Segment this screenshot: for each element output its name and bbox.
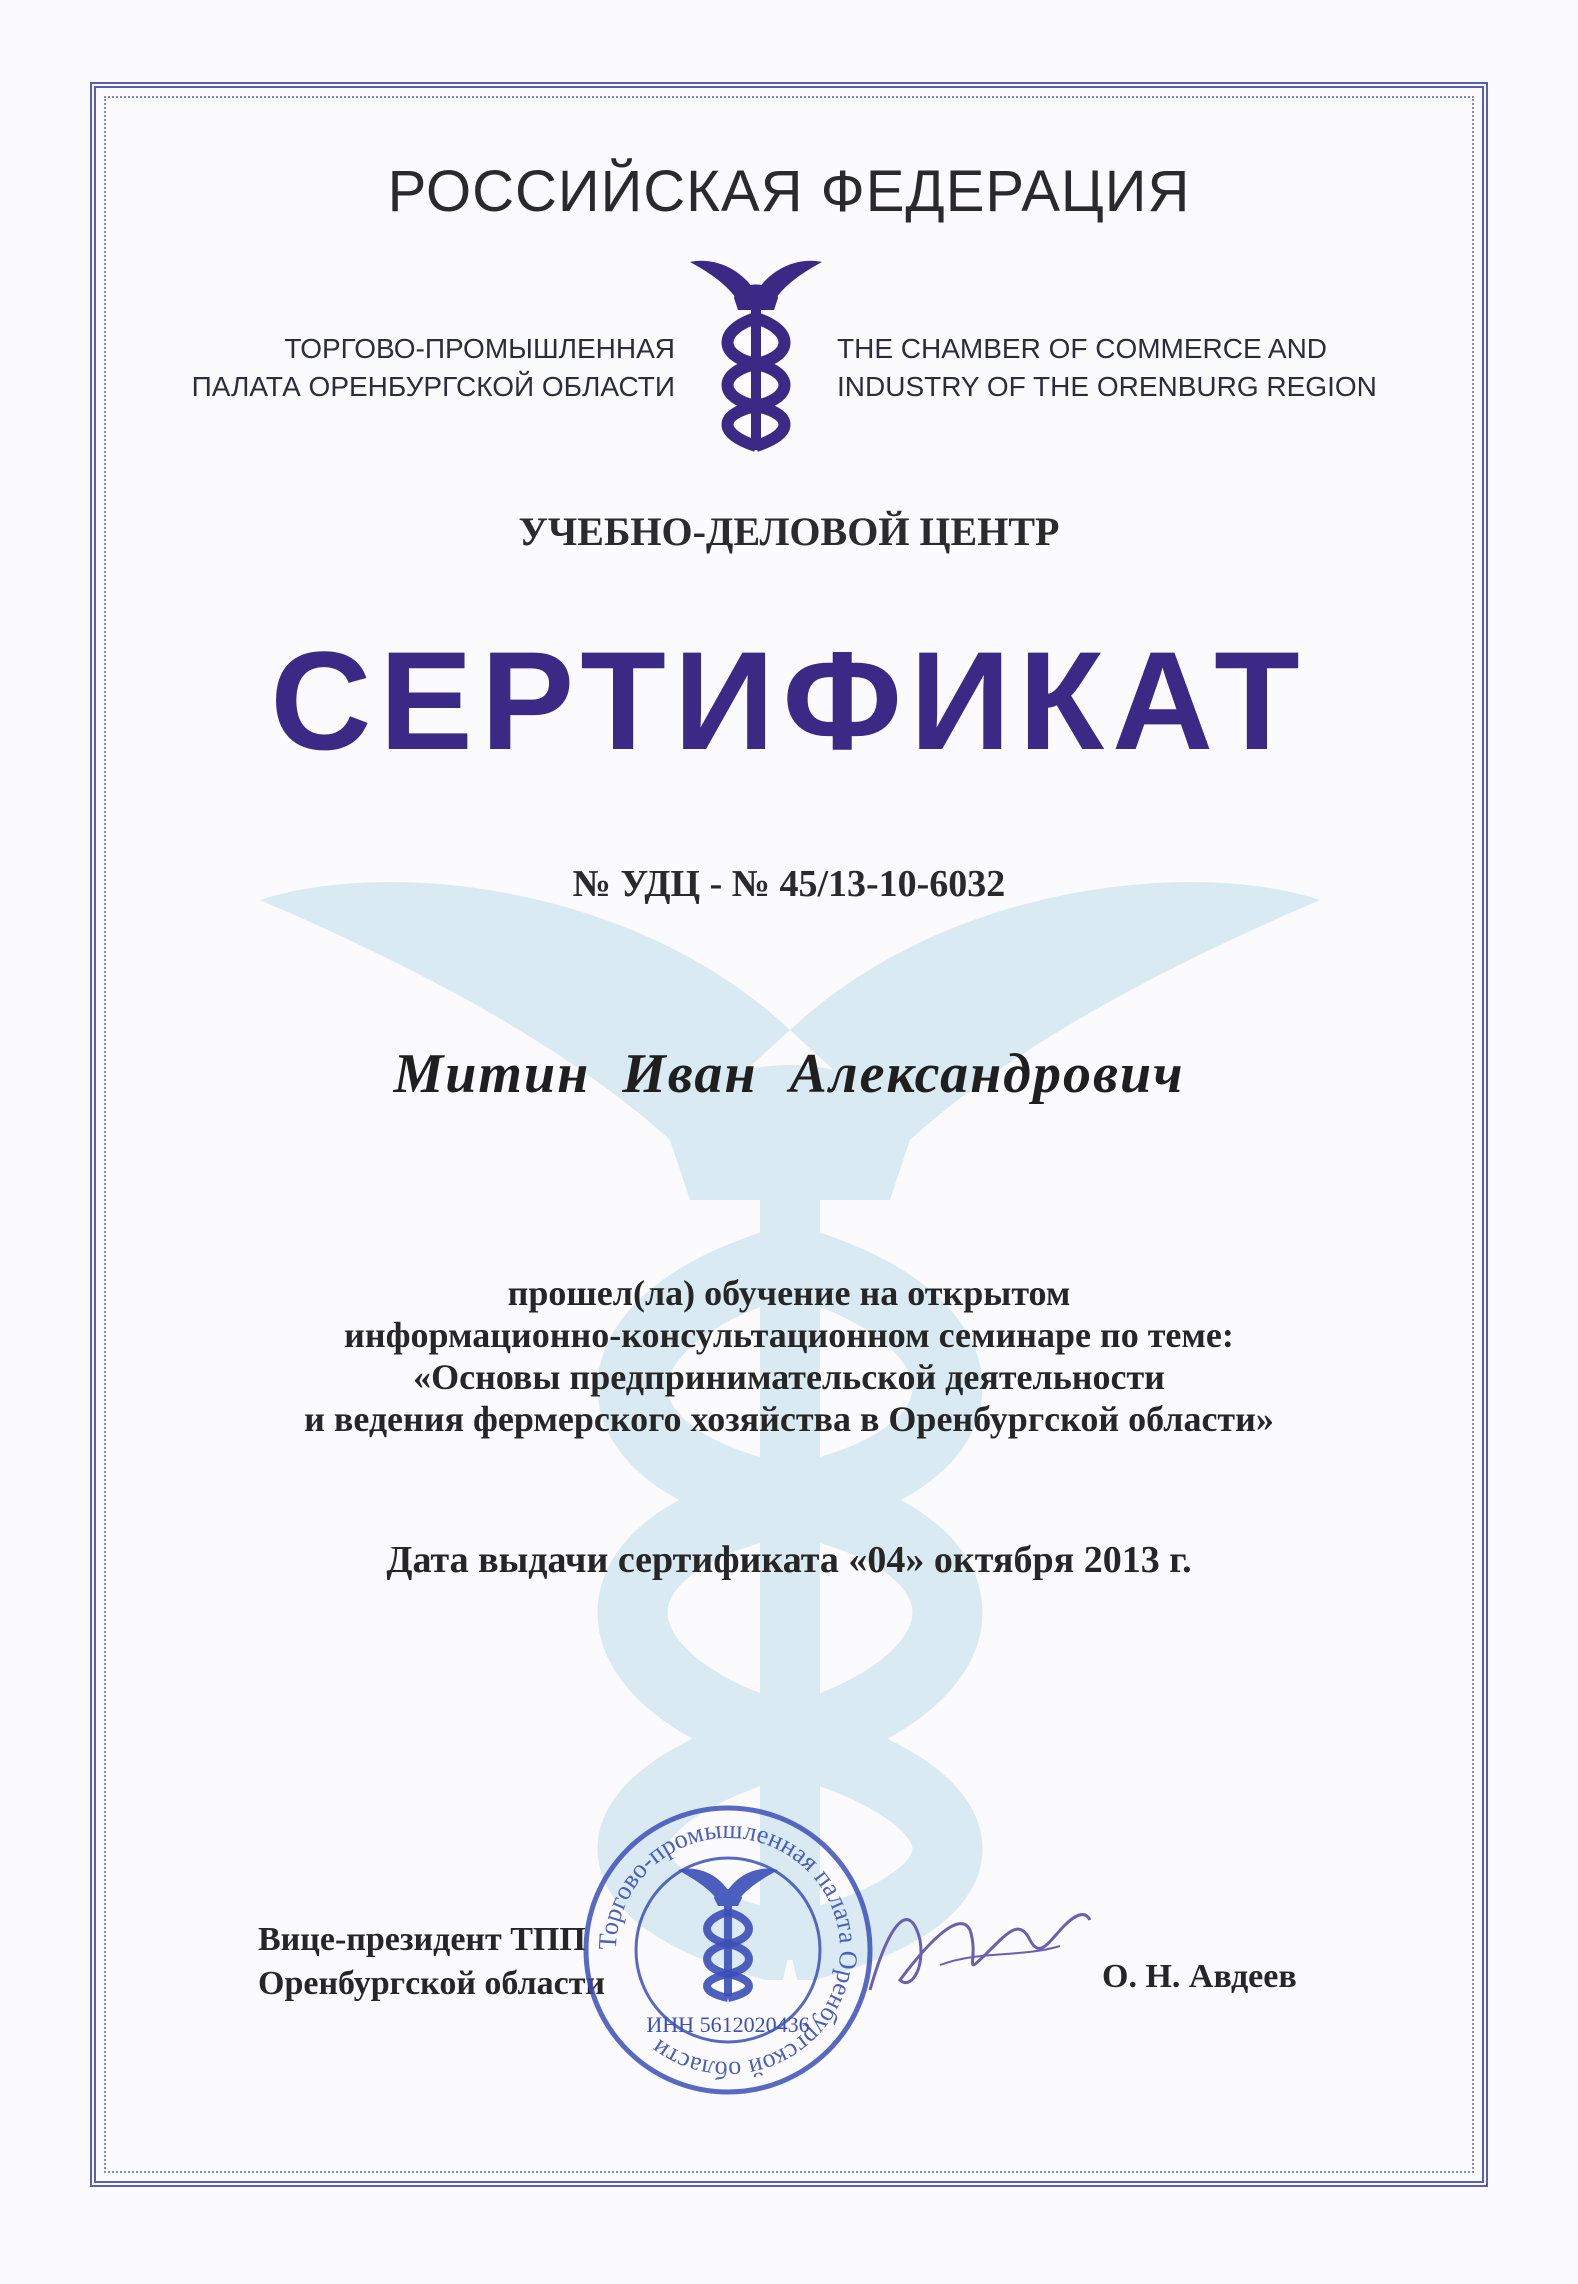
org-name-en-line1: THE CHAMBER OF COMMERCE AND xyxy=(837,333,1328,364)
signatory-position-line2: Оренбургской области xyxy=(258,1965,606,2002)
signatory-position xyxy=(258,1918,605,2006)
handwritten-signature-icon xyxy=(850,1880,1110,2010)
body-line: прошел(ла) обучение на открытом xyxy=(507,1273,1071,1313)
org-name-en xyxy=(837,330,1417,406)
body-line: и ведения фермерского хозяйства в Оренбургской области» xyxy=(304,1399,1274,1439)
issue-date: Дата выдачи сертификата «04» октября 2013 г. xyxy=(386,1539,1192,1581)
country-heading: РОССИЙСКАЯ ФЕДЕРАЦИЯ xyxy=(387,159,1191,224)
signatory-name: О. Н. Авдеев xyxy=(1102,1958,1297,1995)
org-name-ru xyxy=(180,330,675,406)
body-line: «Основы предпринимательской деятельности xyxy=(413,1357,1165,1397)
org-name-en-line2: INDUSTRY OF THE ORENBURG REGION xyxy=(837,371,1377,402)
training-center-title: УЧЕБНО-ДЕЛОВОЙ ЦЕНТР xyxy=(518,509,1060,554)
certificate-title: СЕРТИФИКАТ xyxy=(270,622,1308,779)
holder-name: Митин Иван Александрович xyxy=(393,1043,1185,1105)
org-name-ru-line2: ПАЛАТА ОРЕНБУРГСКОЙ ОБЛАСТИ xyxy=(191,371,675,402)
official-stamp-icon xyxy=(578,1800,878,2100)
org-name-ru-line1: ТОРГОВО-ПРОМЫШЛЕННАЯ xyxy=(284,333,675,364)
body-line: информационно-консультационном семинаре по теме: xyxy=(344,1315,1234,1355)
signatory-position-line1: Вице-президент ТПП xyxy=(258,1921,586,1958)
stamp-ring-text: Торгово-промышленная палата Оренбургской области xyxy=(592,1814,864,2086)
stamp-inn: ИНН 5612020436 xyxy=(646,2012,810,2037)
certificate-number: № УДЦ - № 45/13-10-6032 xyxy=(572,863,1006,905)
certificate-body xyxy=(0,1272,1578,1440)
caduceus-icon xyxy=(688,252,824,452)
